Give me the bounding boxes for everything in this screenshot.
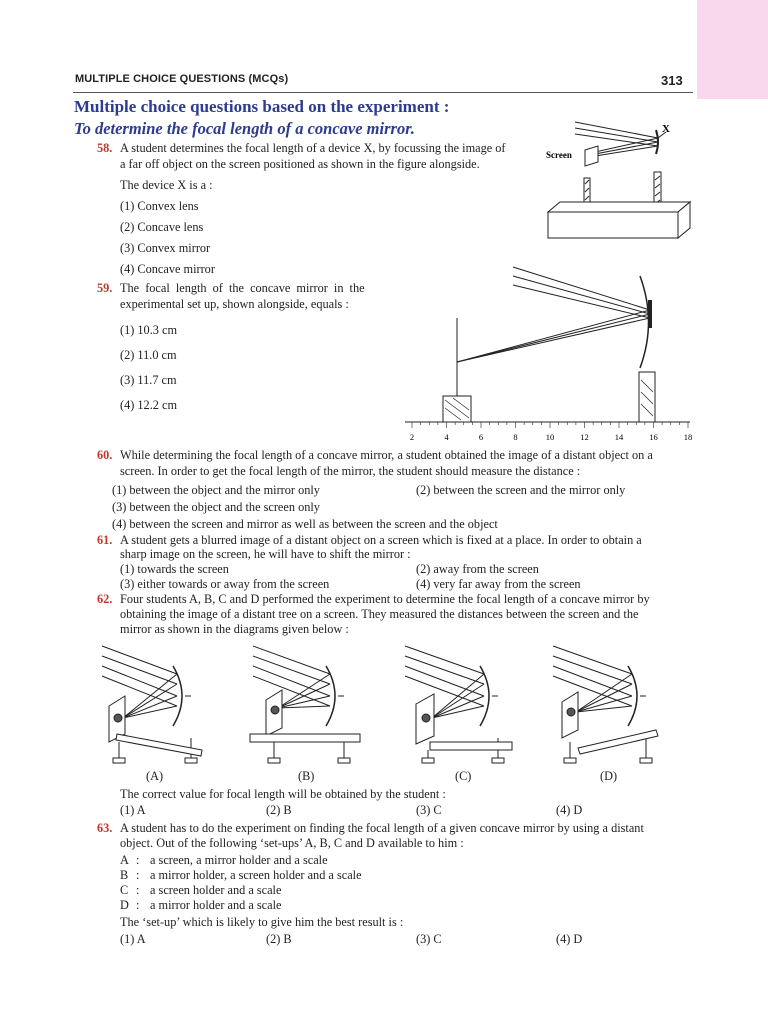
page-number: 313 <box>661 73 683 88</box>
q58-number: 58. <box>97 141 113 155</box>
q61-text-1: A student gets a blurred image of a distant object on a screen which is fixed at a place. In order to obtain a <box>120 533 642 547</box>
q63-setup-a-key: A <box>120 853 129 867</box>
q59-option-1: (1) 10.3 cm <box>120 323 178 337</box>
q59-scale-label: 8 <box>513 432 518 442</box>
q63-setup-b-key: B <box>120 868 129 882</box>
q61-number: 61. <box>97 533 113 547</box>
q63-setup-c-key: C <box>120 883 129 897</box>
q58-option-1: (1) Convex lens <box>120 199 199 213</box>
q63-text-2: object. Out of the following ‘set-ups’ A, B, C and D available to him : <box>120 836 464 850</box>
q63-setup-a-text: a screen, a mirror holder and a scale <box>150 853 328 867</box>
q61-text-2: sharp image on the screen, he will have to shift the mirror : <box>120 547 411 561</box>
q60-text-2: screen. In order to get the focal length of the mirror, the student should measure the distance : <box>120 464 581 478</box>
q59-text-1: The focal length of the concave mirror in the <box>120 281 365 295</box>
q58-figure <box>540 110 700 245</box>
q63-number: 63. <box>97 821 113 835</box>
heading-main: Multiple choice questions based on the experiment : <box>74 97 450 116</box>
q58-stem: The device X is a : <box>120 178 213 192</box>
q63-setup-d-text: a mirror holder and a scale <box>150 898 282 912</box>
q59-scale-label: 18 <box>683 432 693 442</box>
q59-number: 59. <box>97 281 113 295</box>
q62-label-a: (A) <box>146 769 164 783</box>
q59-scale-label: 2 <box>409 432 415 442</box>
q60-number: 60. <box>97 448 113 462</box>
q59-text-2: experimental set up, shown alongside, equals : <box>120 297 349 311</box>
q58-device-label: X <box>662 123 670 135</box>
q61-option-1: (1) towards the screen <box>120 562 229 576</box>
q62-figure-b <box>248 638 363 768</box>
q59-scale-label: 10 <box>545 432 555 442</box>
q58-option-4: (4) Concave mirror <box>120 262 215 276</box>
q58-screen-label: Screen <box>546 150 572 160</box>
q63-setup-b-text: a mirror holder, a screen holder and a scale <box>150 868 362 882</box>
q63-option-3: (3) C <box>416 932 442 946</box>
q62-label-c: (C) <box>455 769 472 783</box>
q62-figure-c <box>400 638 515 768</box>
q62-option-2: (2) B <box>266 803 292 817</box>
q63-setup-a-sep: : <box>136 853 140 867</box>
heading-sub: To determine the focal length of a concave mirror. <box>74 119 415 138</box>
q63-setup-c-text: a screen holder and a scale <box>150 883 282 897</box>
q62-label-b: (B) <box>298 769 315 783</box>
q59-scale-label: 16 <box>649 432 658 442</box>
q60-option-2: (2) between the screen and the mirror only <box>416 483 626 497</box>
q61-option-2: (2) away from the screen <box>416 562 539 576</box>
q63-setup-c-sep: : <box>136 883 140 897</box>
page-corner-tab <box>697 0 768 99</box>
q63-option-1: (1) A <box>120 932 146 946</box>
q63-setup-d-sep: : <box>136 898 140 912</box>
q62-stem: The correct value for focal length will be obtained by the student : <box>120 787 446 801</box>
q63-option-2: (2) B <box>266 932 292 946</box>
q58-text-1: A student determines the focal length of a device X, by focussing the image of <box>120 141 506 155</box>
q59-scale-label: 14 <box>614 432 624 442</box>
q63-option-4: (4) D <box>556 932 583 946</box>
q60-option-1: (1) between the object and the mirror only <box>112 483 320 497</box>
q62-figure-a <box>97 638 212 768</box>
q60-option-4: (4) between the screen and mirror as well as between the screen and the object <box>112 517 498 531</box>
q61-option-3: (3) either towards or away from the screen <box>120 577 330 591</box>
q58-option-2: (2) Concave lens <box>120 220 204 234</box>
q58-option-3: (3) Convex mirror <box>120 241 211 255</box>
q59-option-4: (4) 12.2 cm <box>120 398 178 412</box>
q63-stem: The ‘set-up’ which is likely to give him the best result is : <box>120 915 404 929</box>
q59-option-2: (2) 11.0 cm <box>120 348 177 362</box>
q63-setup-d-key: D <box>120 898 129 912</box>
q62-text-1: Four students A, B, C and D performed the experiment to determine the focal length of a concave mirror by <box>120 592 650 606</box>
q62-option-1: (1) A <box>120 803 146 817</box>
q62-number: 62. <box>97 592 113 606</box>
q59-scale-label: 4 <box>444 432 449 442</box>
header-rule <box>73 92 693 93</box>
q59-scale-label: 12 <box>580 432 589 442</box>
section-header: MULTIPLE CHOICE QUESTIONS (MCQs) <box>75 73 289 85</box>
q62-option-3: (3) C <box>416 803 442 817</box>
q58-text-2: a far off object on the screen positioned as shown in the figure alongside. <box>120 157 480 171</box>
q62-text-3: mirror as shown in the diagrams given below : <box>120 622 349 636</box>
q59-figure <box>405 262 695 444</box>
q62-option-4: (4) D <box>556 803 583 817</box>
q60-text-1: While determining the focal length of a concave mirror, a student obtained the image of a distant object on a <box>120 448 653 462</box>
q63-text-1: A student has to do the experiment on finding the focal length of a given concave mirror by using a distant <box>120 821 644 835</box>
q59-option-3: (3) 11.7 cm <box>120 373 177 387</box>
q61-option-4: (4) very far away from the screen <box>416 577 581 591</box>
q62-figure-d <box>548 638 663 768</box>
q62-text-2: obtaining the image of a distant tree on a screen. They measured the distances between the screen and the <box>120 607 639 621</box>
q60-option-3: (3) between the object and the screen only <box>112 500 320 514</box>
q62-label-d: (D) <box>600 769 618 783</box>
q63-setup-b-sep: : <box>136 868 140 882</box>
q59-scale-label: 6 <box>478 432 484 442</box>
